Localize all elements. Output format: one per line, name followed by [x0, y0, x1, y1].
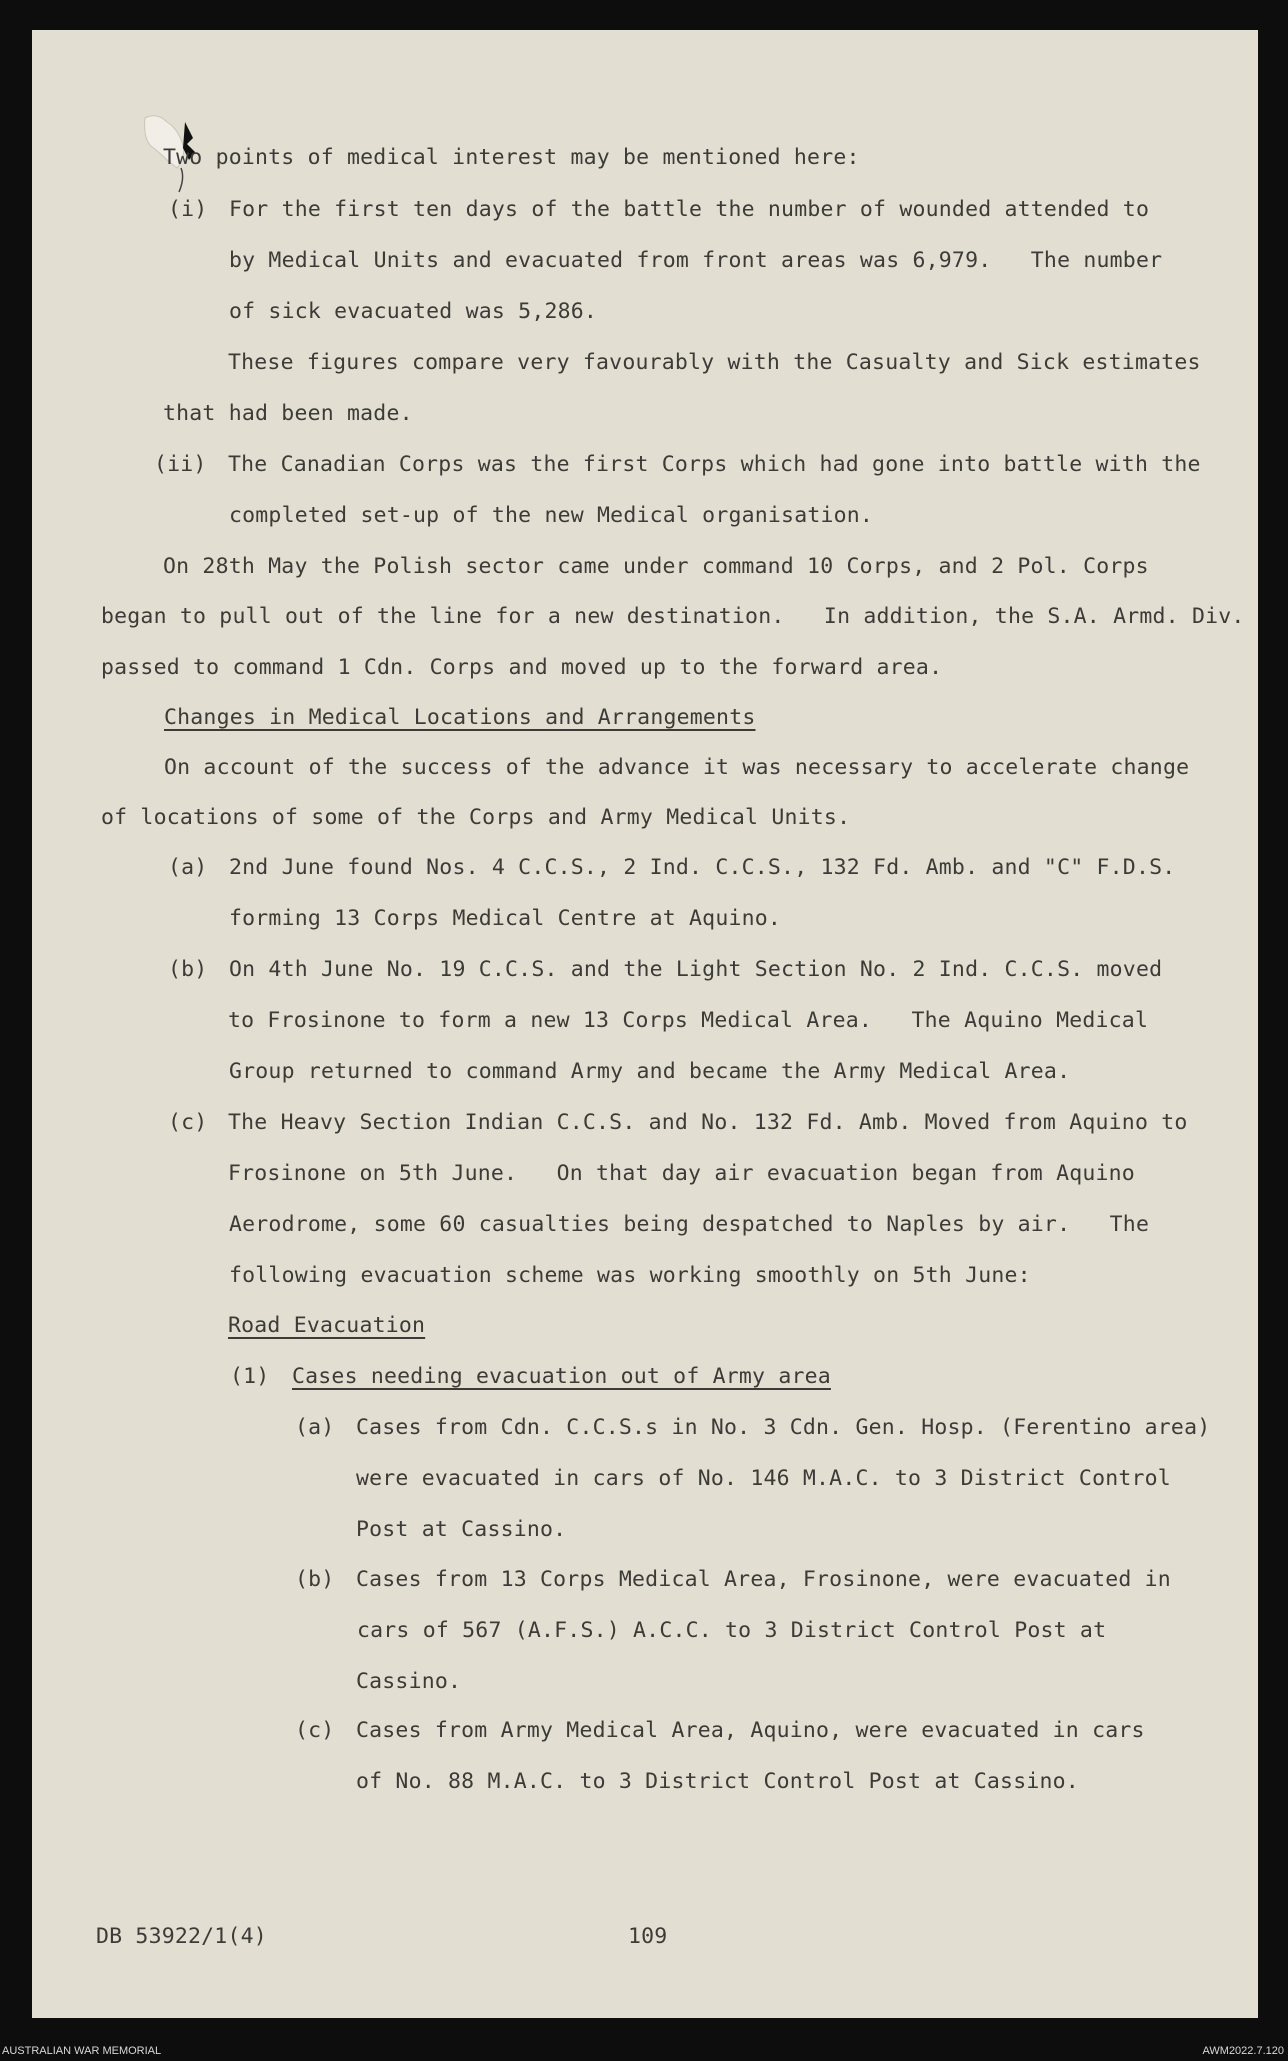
text-line: (b): [168, 957, 208, 982]
text-line: (1): [230, 1364, 270, 1389]
text-line: of locations of some of the Corps and Army Medical Units.: [101, 805, 851, 830]
text-line: to Frosinone to form a new 13 Corps Medical Area. The Aquino Medical: [228, 1008, 1149, 1033]
text-line: Two points of medical interest may be mentioned here:: [163, 145, 860, 170]
text-line: (a): [168, 855, 208, 880]
text-line: forming 13 Corps Medical Centre at Aquino.: [229, 906, 782, 931]
text-line: (c): [295, 1718, 335, 1743]
text-line: These figures compare very favourably with the Casualty and Sick estimates: [228, 350, 1201, 375]
section-heading: Cases needing evacuation out of Army area: [292, 1364, 831, 1389]
text-line: On 4th June No. 19 C.C.S. and the Light Section No. 2 Ind. C.C.S. moved: [229, 957, 1163, 982]
text-line: (c): [168, 1110, 208, 1135]
text-line: Cases from 13 Corps Medical Area, Frosinone, were evacuated in: [356, 1567, 1171, 1592]
text-line: were evacuated in cars of No. 146 M.A.C. to 3 District Control: [356, 1466, 1171, 1491]
text-line: (ii): [154, 452, 207, 477]
document-page: [32, 30, 1258, 2018]
text-line: by Medical Units and evacuated from front areas was 6,979. The number: [229, 248, 1163, 273]
text-line: that had been made.: [163, 401, 413, 426]
text-line: of sick evacuated was 5,286.: [229, 299, 598, 324]
text-line: Cases from Army Medical Area, Aquino, were evacuated in cars: [356, 1718, 1145, 1743]
archive-reference: AWM2022.7.120: [1202, 2045, 1284, 2057]
document-reference: DB 53922/1(4): [96, 1924, 267, 1949]
text-line: Frosinone on 5th June. On that day air evacuation began from Aquino: [228, 1161, 1135, 1186]
text-line: of No. 88 M.A.C. to 3 District Control Post at Cassino.: [356, 1769, 1079, 1794]
text-line: 2nd June found Nos. 4 C.C.S., 2 Ind. C.C.S., 132 Fd. Amb. and "C" F.D.S.: [229, 855, 1176, 880]
section-heading: Road Evacuation: [228, 1313, 426, 1338]
text-line: following evacuation scheme was working smoothly on 5th June:: [229, 1263, 1031, 1288]
text-line: Post at Cassino.: [356, 1517, 567, 1542]
text-line: passed to command 1 Cdn. Corps and moved up to the forward area.: [101, 655, 943, 680]
text-line: (a): [295, 1415, 335, 1440]
text-line: Group returned to command Army and became the Army Medical Area.: [229, 1059, 1071, 1084]
text-line: cars of 567 (A.F.S.) A.C.C. to 3 District Control Post at: [357, 1618, 1107, 1643]
text-line: (b): [295, 1567, 335, 1592]
text-line: The Heavy Section Indian C.C.S. and No. 132 Fd. Amb. Moved from Aquino to: [228, 1110, 1188, 1135]
text-line: Cassino.: [356, 1669, 462, 1694]
text-line: completed set-up of the new Medical organisation.: [229, 503, 874, 528]
text-line: On account of the success of the advance it was necessary to accelerate change: [164, 755, 1190, 780]
text-line: The Canadian Corps was the first Corps which had gone into battle with the: [228, 452, 1201, 477]
page-number: 109: [628, 1924, 668, 1949]
text-line: began to pull out of the line for a new destination. In addition, the S.A. Armd. Div.: [101, 604, 1245, 629]
text-line: For the first ten days of the battle the number of wounded attended to: [229, 197, 1150, 222]
archive-label: AUSTRALIAN WAR MEMORIAL: [2, 2045, 162, 2057]
text-line: On 28th May the Polish sector came under command 10 Corps, and 2 Pol. Corps: [163, 554, 1149, 579]
text-line: Aerodrome, some 60 casualties being despatched to Naples by air. The: [229, 1212, 1150, 1237]
text-line: Cases from Cdn. C.C.S.s in No. 3 Cdn. Gen. Hosp. (Ferentino area): [356, 1415, 1211, 1440]
text-line: (i): [168, 197, 208, 222]
section-heading: Changes in Medical Locations and Arrangements: [164, 705, 756, 730]
